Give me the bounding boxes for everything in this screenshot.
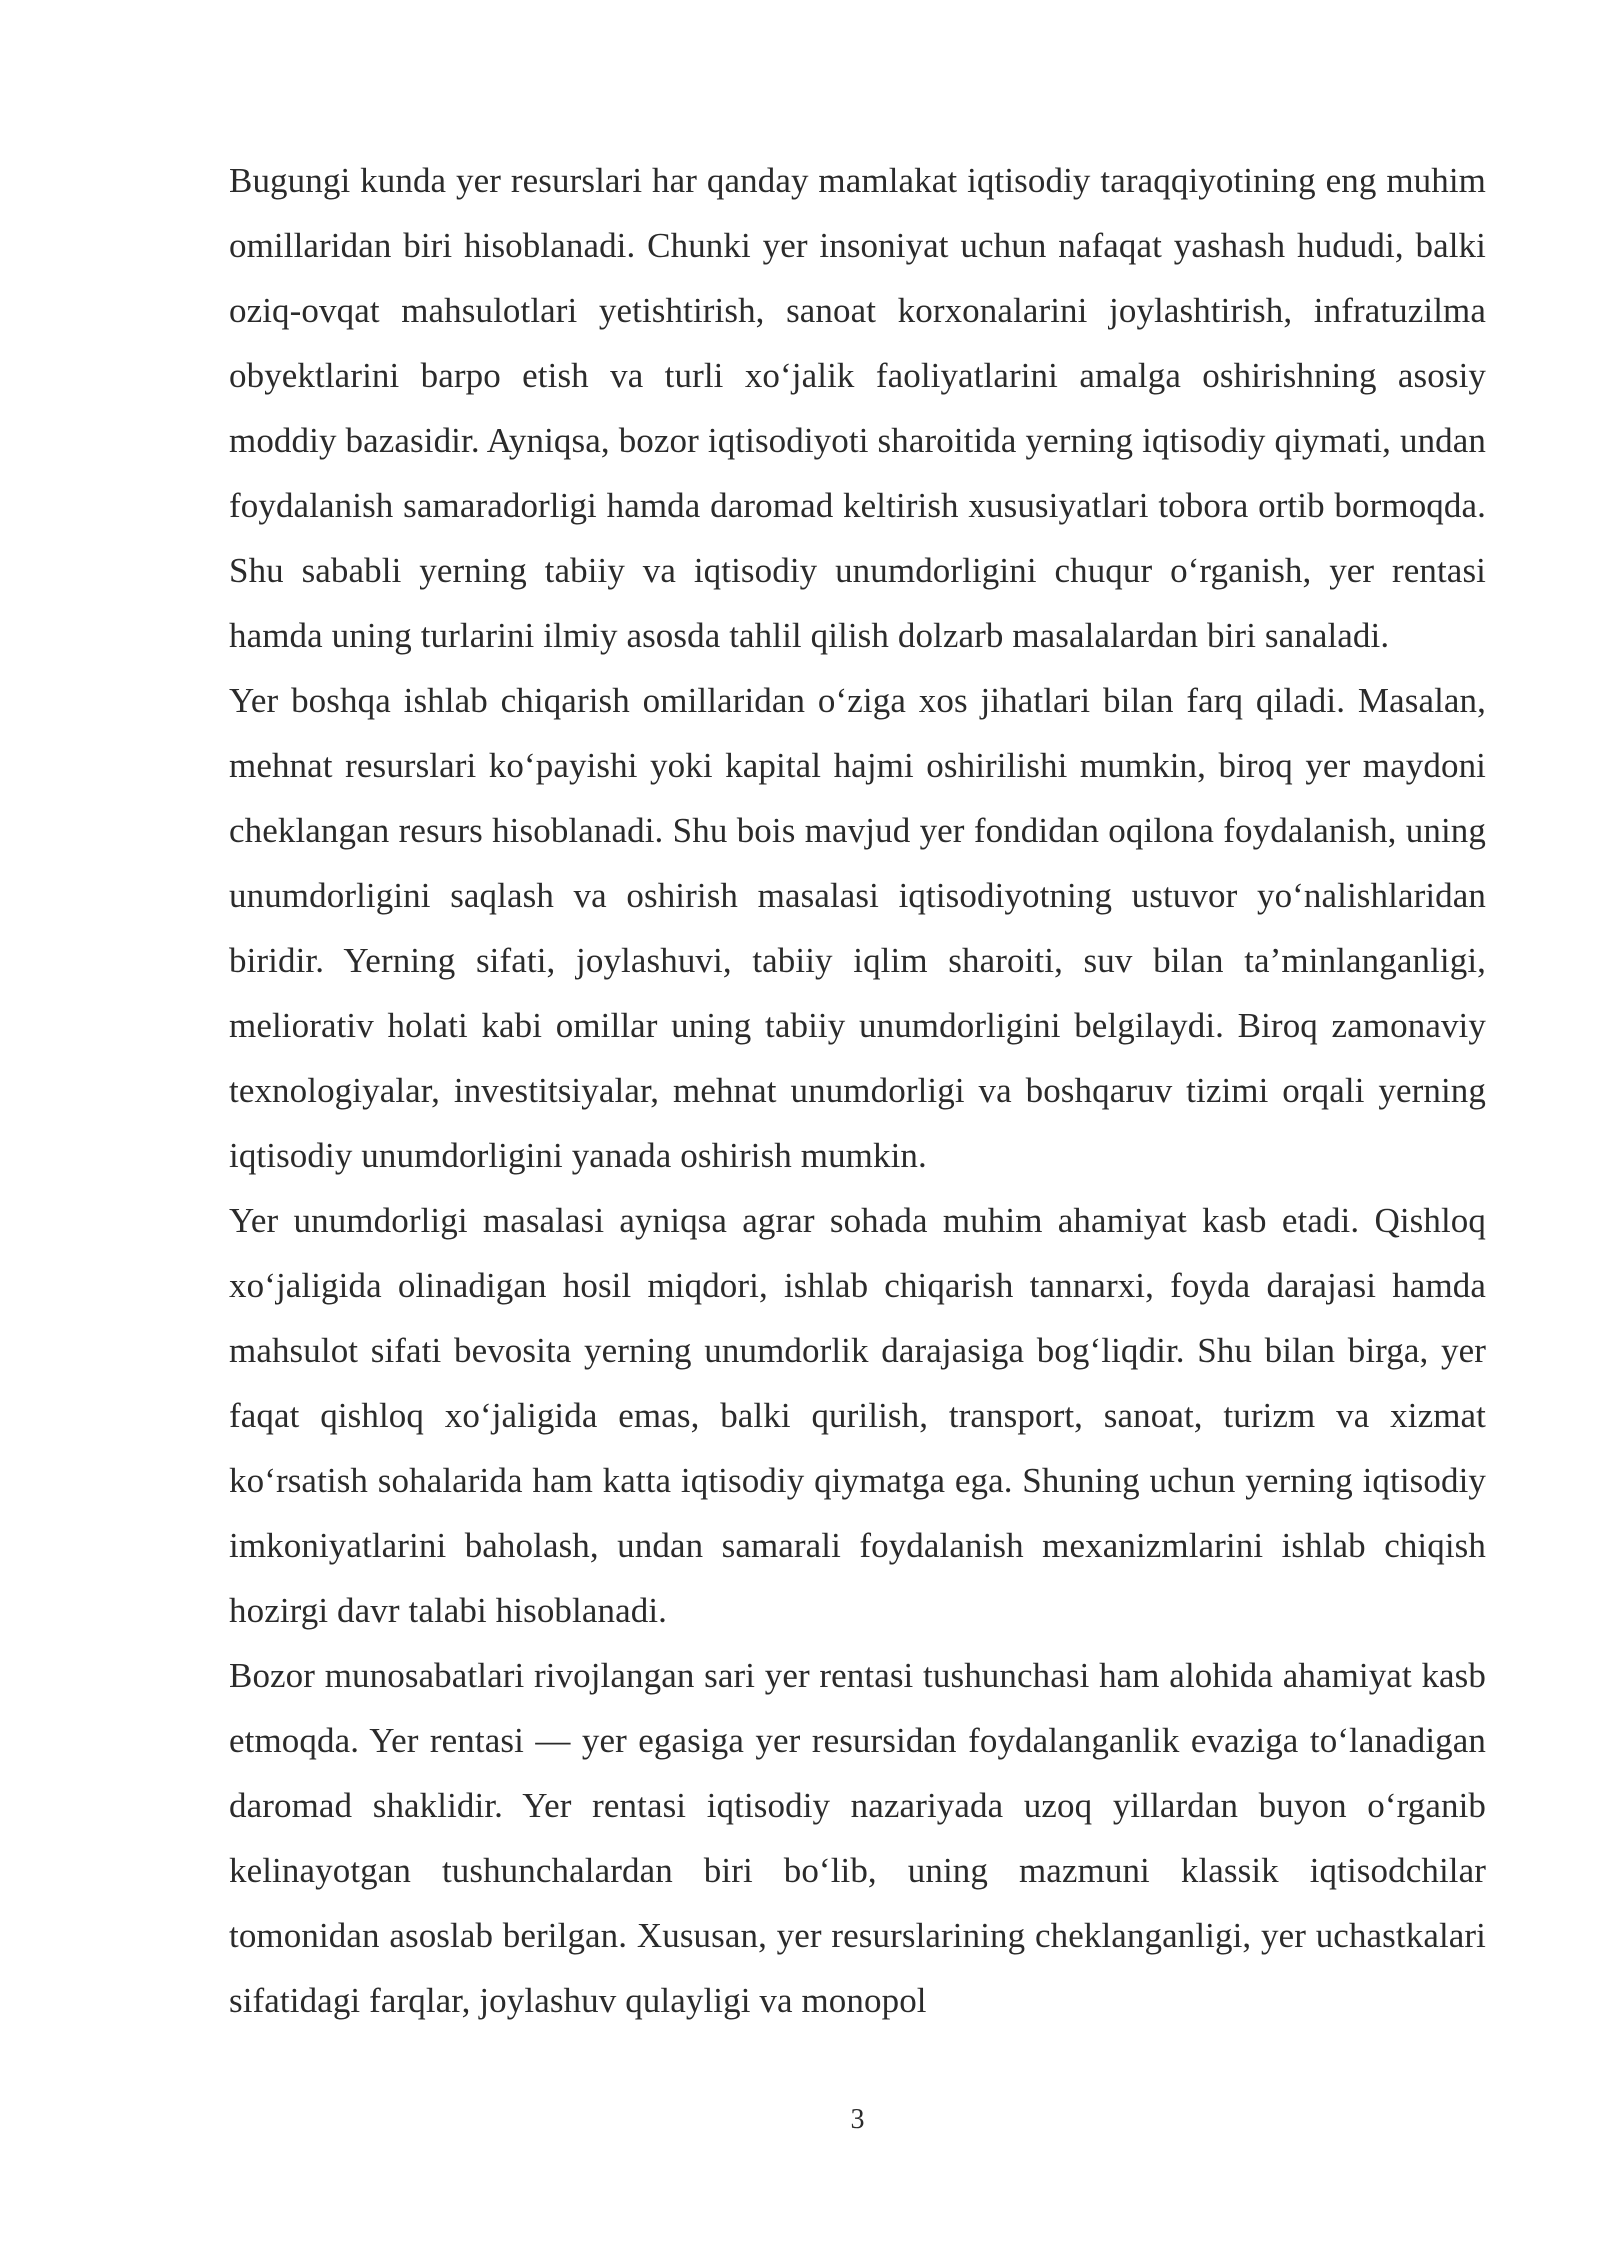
body-text: [229, 148, 1486, 2033]
page-number: 3: [850, 2104, 865, 2135]
paragraph-3: Yer unumdorligi masalasi ayniqsa agrar sohada muhim ahamiyat kasb etadi. Qishloq xo‘jaligida olinadigan hosil miqdori, ishlab chiqarish tannarxi, foyda darajasi hamda mahsulot sifati bevosita yerning unumdorlik darajasiga bog‘liqdir. Shu bilan birga, yer faqat qishloq xo‘jaligida emas, balki qurilish, transport, sanoat, turizm va xizmat ko‘rsatish sohalarida ham katta iqtisodiy qiymatga ega. Shuning uchun yerning iqtisodiy imkoniyatlarini baholash, undan samarali foydalanish mexanizmlarini ishlab chiqish hozirgi davr talabi hisoblanadi.: [229, 1201, 1486, 1630]
paragraph-2: Yer boshqa ishlab chiqarish omillaridan o‘ziga xos jihatlari bilan farq qiladi. Masalan, mehnat resurslari ko‘payishi yoki kapital hajmi oshirilishi mumkin, biroq yer maydoni cheklangan resurs hisoblanadi. Shu bois mavjud yer fondidan oqilona foydalanish, uning unumdorligini saqlash va oshirish masalasi iqtisodiyotning ustuvor yo‘nalishlaridan biridir. Yerning sifati, joylashuvi, tabiiy iqlim sharoiti, suv bilan ta’minlanganligi, meliorativ holati kabi omillar uning tabiiy unumdorligini belgilaydi. Biroq zamonaviy texnologiyalar, investitsiyalar, mehnat unumdorligi va boshqaruv tizimi orqali yerning iqtisodiy unumdorligini yanada oshirish mumkin.: [229, 681, 1486, 1175]
paragraph-4: Bozor munosabatlari rivojlangan sari yer rentasi tushunchasi ham alohida ahamiyat kasb etmoqda. Yer rentasi — yer egasiga yer resursidan foydalanganlik evaziga to‘lanadigan daromad shaklidir. Yer rentasi iqtisodiy nazariyada uzoq yillardan buyon o‘rganib kelinayotgan tushunchalardan biri bo‘lib, uning mazmuni klassik iqtisodchilar tomonidan asoslab berilgan. Xususan, yer resurslarining cheklanganligi, yer uchastkalari sifatidagi farqlar, joylashuv qulayligi va monopol: [229, 1656, 1486, 2020]
paragraph-1: Bugungi kunda yer resurslari har qanday mamlakat iqtisodiy taraqqiyotining eng muhim omillaridan biri hisoblanadi. Chunki yer insoniyat uchun nafaqat yashash hududi, balki oziq-ovqat mahsulotlari yetishtirish, sanoat korxonalarini joylashtirish, infratuzilma obyektlarini barpo etish va turli xo‘jalik faoliyatlarini amalga oshirishning asosiy moddiy bazasidir. Ayniqsa, bozor iqtisodiyoti sharoitida yerning iqtisodiy qiymati, undan foydalanish samaradorligi hamda daromad keltirish xususiyatlari tobora ortib bormoqda. Shu sababli yerning tabiiy va iqtisodiy unumdorligini chuqur o‘rganish, yer rentasi hamda uning turlarini ilmiy asosda tahlil qilish dolzarb masalalardan biri sanaladi.: [229, 161, 1486, 655]
